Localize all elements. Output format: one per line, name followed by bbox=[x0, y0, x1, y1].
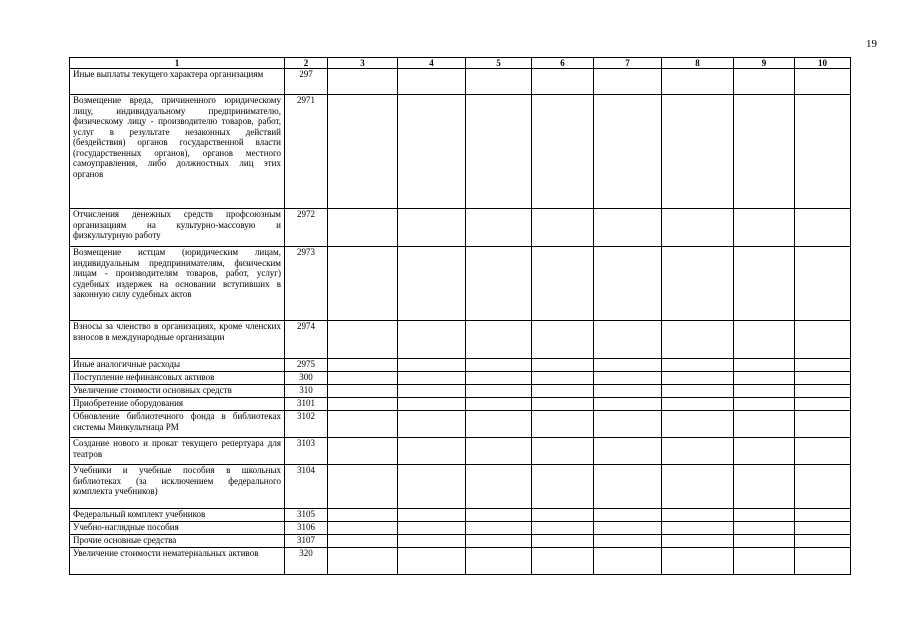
empty-cell bbox=[466, 372, 532, 385]
empty-cell bbox=[662, 398, 734, 411]
row-name-cell: Иные выплаты текущего характера организациям bbox=[70, 69, 285, 95]
empty-cell bbox=[662, 359, 734, 372]
empty-cell bbox=[662, 548, 734, 575]
empty-cell bbox=[594, 385, 662, 398]
empty-cell bbox=[532, 95, 594, 209]
empty-cell bbox=[532, 465, 594, 509]
row-code-cell: 2975 bbox=[285, 359, 328, 372]
empty-cell bbox=[532, 398, 594, 411]
empty-cell bbox=[662, 509, 734, 522]
empty-cell bbox=[328, 438, 398, 465]
table-row bbox=[70, 535, 851, 548]
table-row bbox=[70, 69, 851, 95]
empty-cell bbox=[398, 95, 466, 209]
empty-cell bbox=[328, 385, 398, 398]
empty-cell bbox=[734, 535, 795, 548]
column-header: 2 bbox=[285, 58, 328, 69]
empty-cell bbox=[466, 321, 532, 359]
row-code-cell: 320 bbox=[285, 548, 328, 575]
column-header: 9 bbox=[734, 58, 795, 69]
table-row bbox=[70, 359, 851, 372]
empty-cell bbox=[795, 509, 851, 522]
empty-cell bbox=[398, 438, 466, 465]
row-name-cell: Приобретение оборудования bbox=[70, 398, 285, 411]
budget-classification-table bbox=[69, 57, 851, 575]
empty-cell bbox=[795, 247, 851, 321]
empty-cell bbox=[328, 209, 398, 247]
empty-cell bbox=[532, 438, 594, 465]
empty-cell bbox=[734, 372, 795, 385]
empty-cell bbox=[466, 465, 532, 509]
empty-cell bbox=[795, 398, 851, 411]
column-header: 8 bbox=[662, 58, 734, 69]
empty-cell bbox=[662, 321, 734, 359]
empty-cell bbox=[466, 535, 532, 548]
column-header: 6 bbox=[532, 58, 594, 69]
empty-cell bbox=[734, 398, 795, 411]
empty-cell bbox=[466, 247, 532, 321]
empty-cell bbox=[328, 509, 398, 522]
empty-cell bbox=[466, 359, 532, 372]
row-name-cell: Увеличение стоимости основных средств bbox=[70, 385, 285, 398]
empty-cell bbox=[466, 411, 532, 438]
row-name-cell: Учебно-наглядные пособия bbox=[70, 522, 285, 535]
empty-cell bbox=[466, 438, 532, 465]
empty-cell bbox=[795, 465, 851, 509]
row-name-cell: Отчисления денежных средств профсоюзным организациям на культурно-массовую и физкультурную работу bbox=[70, 209, 285, 247]
empty-cell bbox=[795, 438, 851, 465]
empty-cell bbox=[328, 321, 398, 359]
table-row bbox=[70, 247, 851, 321]
empty-cell bbox=[532, 535, 594, 548]
empty-cell bbox=[398, 372, 466, 385]
empty-cell bbox=[466, 509, 532, 522]
empty-cell bbox=[328, 522, 398, 535]
column-header: 4 bbox=[398, 58, 466, 69]
row-name-cell: Создание нового и прокат текущего репертуара для театров bbox=[70, 438, 285, 465]
empty-cell bbox=[532, 522, 594, 535]
row-name-cell: Иные аналогичные расходы bbox=[70, 359, 285, 372]
empty-cell bbox=[594, 535, 662, 548]
empty-cell bbox=[466, 385, 532, 398]
empty-cell bbox=[734, 522, 795, 535]
empty-cell bbox=[734, 321, 795, 359]
empty-cell bbox=[662, 95, 734, 209]
row-code-cell: 3102 bbox=[285, 411, 328, 438]
empty-cell bbox=[398, 69, 466, 95]
empty-cell bbox=[734, 209, 795, 247]
empty-cell bbox=[398, 321, 466, 359]
column-header: 5 bbox=[466, 58, 532, 69]
row-name-cell: Прочие основные средства bbox=[70, 535, 285, 548]
empty-cell bbox=[398, 209, 466, 247]
empty-cell bbox=[398, 509, 466, 522]
row-code-cell: 310 bbox=[285, 385, 328, 398]
empty-cell bbox=[594, 321, 662, 359]
table-body bbox=[70, 69, 851, 575]
empty-cell bbox=[466, 69, 532, 95]
empty-cell bbox=[734, 509, 795, 522]
row-name-cell: Возмещение истцам (юридическим лицам, индивидуальным предпринимателям, физическим лицам - производителям товаров, работ, услуг) судебных издержек на основании вступивших в законную силу судебных актов bbox=[70, 247, 285, 321]
empty-cell bbox=[795, 69, 851, 95]
empty-cell bbox=[662, 465, 734, 509]
empty-cell bbox=[662, 372, 734, 385]
column-header: 1 bbox=[70, 58, 285, 69]
page-number: 19 bbox=[866, 38, 877, 50]
empty-cell bbox=[734, 69, 795, 95]
table-row bbox=[70, 321, 851, 359]
empty-cell bbox=[328, 398, 398, 411]
empty-cell bbox=[398, 548, 466, 575]
empty-cell bbox=[532, 209, 594, 247]
empty-cell bbox=[734, 385, 795, 398]
table-row bbox=[70, 465, 851, 509]
column-header: 7 bbox=[594, 58, 662, 69]
empty-cell bbox=[328, 247, 398, 321]
empty-cell bbox=[795, 385, 851, 398]
empty-cell bbox=[328, 359, 398, 372]
row-code-cell: 3107 bbox=[285, 535, 328, 548]
empty-cell bbox=[734, 359, 795, 372]
table-header-row bbox=[70, 58, 851, 69]
table-row bbox=[70, 95, 851, 209]
empty-cell bbox=[594, 69, 662, 95]
empty-cell bbox=[398, 247, 466, 321]
empty-cell bbox=[795, 372, 851, 385]
empty-cell bbox=[398, 359, 466, 372]
empty-cell bbox=[734, 95, 795, 209]
empty-cell bbox=[328, 465, 398, 509]
row-code-cell: 3101 bbox=[285, 398, 328, 411]
empty-cell bbox=[662, 438, 734, 465]
table-row bbox=[70, 398, 851, 411]
empty-cell bbox=[594, 398, 662, 411]
table-row bbox=[70, 509, 851, 522]
empty-cell bbox=[795, 321, 851, 359]
empty-cell bbox=[532, 69, 594, 95]
empty-cell bbox=[398, 385, 466, 398]
empty-cell bbox=[795, 95, 851, 209]
empty-cell bbox=[532, 359, 594, 372]
empty-cell bbox=[532, 247, 594, 321]
empty-cell bbox=[594, 548, 662, 575]
column-header: 3 bbox=[328, 58, 398, 69]
empty-cell bbox=[328, 69, 398, 95]
empty-cell bbox=[795, 209, 851, 247]
row-code-cell: 3106 bbox=[285, 522, 328, 535]
row-name-cell: Возмещение вреда, причиненного юридическому лицу, индивидуальному предпринимателю, физическому лицу - производителю товаров, работ, услуг в результате незаконных действий (бездействия) органов государственной власти (государственных органов), органов местного самоуправления, либо должностных лиц этих органов bbox=[70, 95, 285, 209]
row-code-cell: 300 bbox=[285, 372, 328, 385]
row-code-cell: 3104 bbox=[285, 465, 328, 509]
empty-cell bbox=[594, 438, 662, 465]
empty-cell bbox=[662, 69, 734, 95]
row-code-cell: 2972 bbox=[285, 209, 328, 247]
empty-cell bbox=[328, 411, 398, 438]
table-row bbox=[70, 209, 851, 247]
empty-cell bbox=[795, 359, 851, 372]
empty-cell bbox=[398, 398, 466, 411]
empty-cell bbox=[398, 522, 466, 535]
row-name-cell: Взносы за членство в организациях, кроме членских взносов в международные организации bbox=[70, 321, 285, 359]
empty-cell bbox=[398, 465, 466, 509]
empty-cell bbox=[532, 321, 594, 359]
empty-cell bbox=[734, 465, 795, 509]
empty-cell bbox=[398, 535, 466, 548]
empty-cell bbox=[594, 465, 662, 509]
table-row bbox=[70, 385, 851, 398]
empty-cell bbox=[328, 535, 398, 548]
empty-cell bbox=[532, 372, 594, 385]
empty-cell bbox=[466, 548, 532, 575]
table-row bbox=[70, 372, 851, 385]
row-code-cell: 3105 bbox=[285, 509, 328, 522]
empty-cell bbox=[594, 411, 662, 438]
empty-cell bbox=[594, 247, 662, 321]
table-row bbox=[70, 438, 851, 465]
empty-cell bbox=[734, 411, 795, 438]
row-code-cell: 2973 bbox=[285, 247, 328, 321]
row-name-cell: Федеральный комплект учебников bbox=[70, 509, 285, 522]
row-code-cell: 2971 bbox=[285, 95, 328, 209]
empty-cell bbox=[734, 247, 795, 321]
empty-cell bbox=[662, 385, 734, 398]
empty-cell bbox=[532, 548, 594, 575]
row-code-cell: 2974 bbox=[285, 321, 328, 359]
empty-cell bbox=[466, 209, 532, 247]
empty-cell bbox=[594, 95, 662, 209]
empty-cell bbox=[328, 95, 398, 209]
row-code-cell: 297 bbox=[285, 69, 328, 95]
column-header: 10 bbox=[795, 58, 851, 69]
empty-cell bbox=[466, 95, 532, 209]
empty-cell bbox=[328, 372, 398, 385]
empty-cell bbox=[328, 548, 398, 575]
empty-cell bbox=[662, 209, 734, 247]
empty-cell bbox=[532, 385, 594, 398]
empty-cell bbox=[795, 411, 851, 438]
empty-cell bbox=[466, 398, 532, 411]
empty-cell bbox=[662, 535, 734, 548]
row-code-cell: 3103 bbox=[285, 438, 328, 465]
empty-cell bbox=[795, 535, 851, 548]
empty-cell bbox=[795, 548, 851, 575]
empty-cell bbox=[532, 411, 594, 438]
empty-cell bbox=[594, 359, 662, 372]
empty-cell bbox=[594, 209, 662, 247]
empty-cell bbox=[734, 548, 795, 575]
empty-cell bbox=[594, 372, 662, 385]
empty-cell bbox=[662, 411, 734, 438]
empty-cell bbox=[594, 509, 662, 522]
row-name-cell: Учебники и учебные пособия в школьных библиотеках (за исключением федерального комплекта учебников) bbox=[70, 465, 285, 509]
empty-cell bbox=[795, 522, 851, 535]
row-name-cell: Обновление библиотечного фонда в библиотеках системы Минкультнаца РМ bbox=[70, 411, 285, 438]
empty-cell bbox=[532, 509, 594, 522]
table-row bbox=[70, 411, 851, 438]
empty-cell bbox=[662, 522, 734, 535]
empty-cell bbox=[734, 438, 795, 465]
row-name-cell: Поступление нефинансовых активов bbox=[70, 372, 285, 385]
empty-cell bbox=[594, 522, 662, 535]
empty-cell bbox=[398, 411, 466, 438]
table-row bbox=[70, 548, 851, 575]
row-name-cell: Увеличение стоимости нематериальных активов bbox=[70, 548, 285, 575]
empty-cell bbox=[662, 247, 734, 321]
table-row bbox=[70, 522, 851, 535]
empty-cell bbox=[466, 522, 532, 535]
